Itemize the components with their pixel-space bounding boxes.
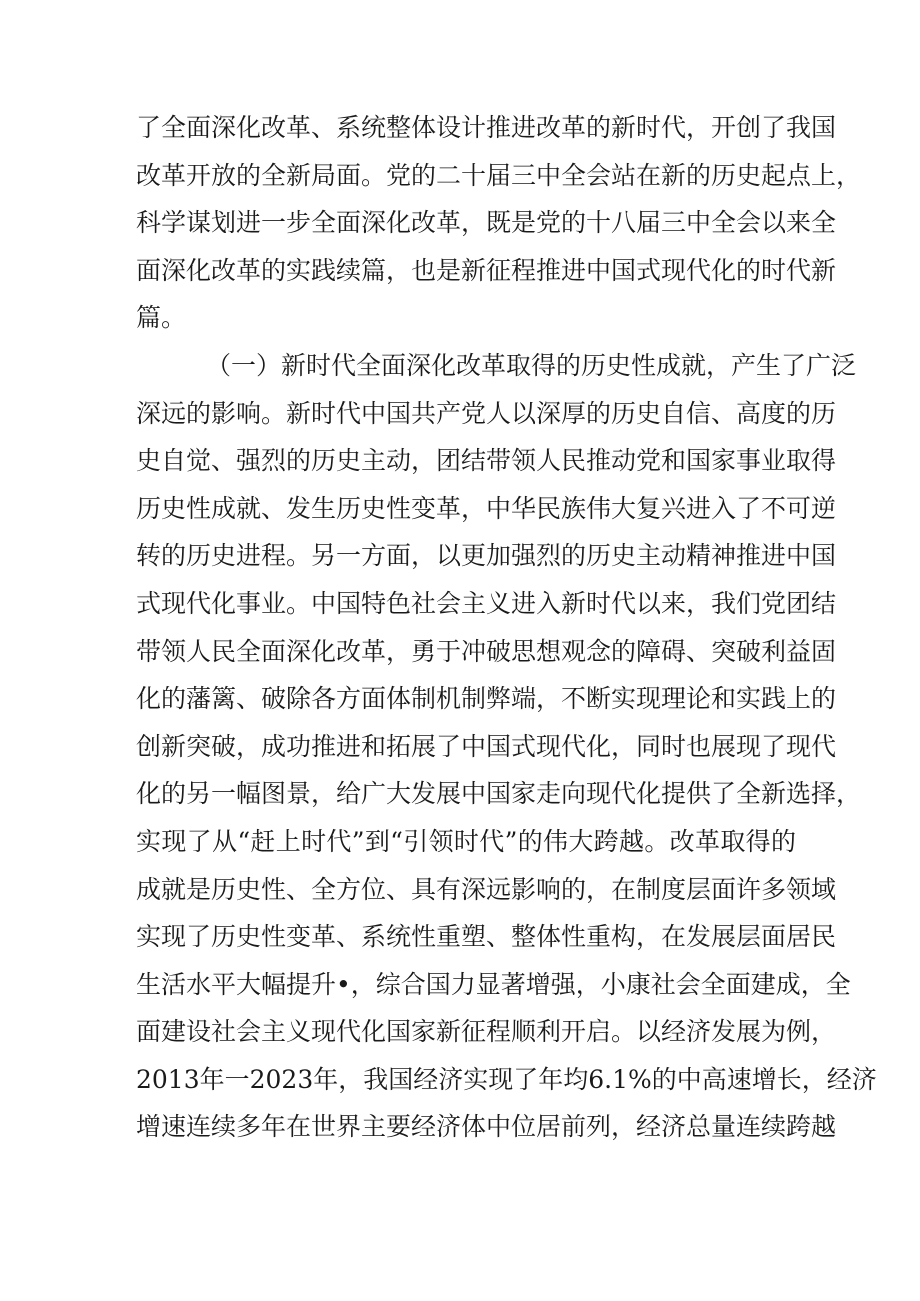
text-line: 深远的影响。新时代中国共产党人以深厚的历史自信、高度的历 bbox=[136, 398, 837, 428]
text-line: 式现代化事业。中国特色社会主义进入新时代以来，我们党团结 bbox=[136, 588, 837, 618]
text-line: 科学谋划进一步全面深化改革，既是党的十八届三中全会以来全 bbox=[136, 208, 837, 238]
text-line: 创新突破，成功推进和拓展了中国式现代化，同时也展现了现代 bbox=[136, 731, 837, 761]
text-line: 生活水平大幅提升•，综合国力显著增强，小康社会全面建成，全 bbox=[136, 969, 851, 999]
text-line: 化的另一幅图景，给广大发展中国家走向现代化提供了全新选择， bbox=[136, 779, 862, 809]
text-line: 了全面深化改革、系统整体设计推进改革的新时代，开创了我国 bbox=[136, 113, 837, 142]
text-line: 化的藩篱、破除各方面体制机制弊端，不断实现理论和实践上的 bbox=[136, 684, 837, 714]
paragraph-2 bbox=[136, 342, 877, 1151]
text-line: 面深化改革的实践续篇，也是新征程推进中国式现代化的时代新 bbox=[136, 255, 837, 285]
text-line: 转的历史进程。另一方面，以更加强烈的历史主动精神推进中国 bbox=[136, 541, 837, 571]
text-line: 篇。 bbox=[136, 303, 187, 333]
text-line: 带领人民全面深化改革，勇于冲破思想观念的障碍、突破利益固 bbox=[136, 636, 837, 666]
text-line: 历史性成就、发生历史性变革，中华民族伟大复兴进入了不可逆 bbox=[136, 493, 837, 523]
text-line: 实现了从“赶上时代”到“引领时代”的伟大跨越。改革取得的 bbox=[136, 826, 796, 856]
paragraph-1 bbox=[136, 104, 862, 342]
text-line: 改革开放的全新局面。党的二十届三中全会站在新的历史起点上， bbox=[136, 160, 862, 190]
text-line: 增速连续多年在世界主要经济体中位居前列，经济总量连续跨越 bbox=[136, 1112, 837, 1142]
text-line: 成就是历史性、全方位、具有深远影响的，在制度层面许多领域 bbox=[136, 874, 837, 904]
section-heading-line: （一）新时代全面深化改革取得的历史性成就，产生了广泛 bbox=[206, 350, 857, 380]
text-line: 2013年一2023年，我国经济实现了年均6.1%的中高速增长，经济 bbox=[136, 1064, 877, 1094]
text-line: 面建设社会主义现代化国家新征程顺利开启。以经济发展为例， bbox=[136, 1017, 837, 1047]
text-line: 实现了历史性变革、系统性重塑、整体性重构，在发展层面居民 bbox=[136, 922, 837, 952]
body-text bbox=[136, 104, 877, 1151]
text-line: 史自觉、强烈的历史主动，团结带领人民推动党和国家事业取得 bbox=[136, 446, 837, 476]
